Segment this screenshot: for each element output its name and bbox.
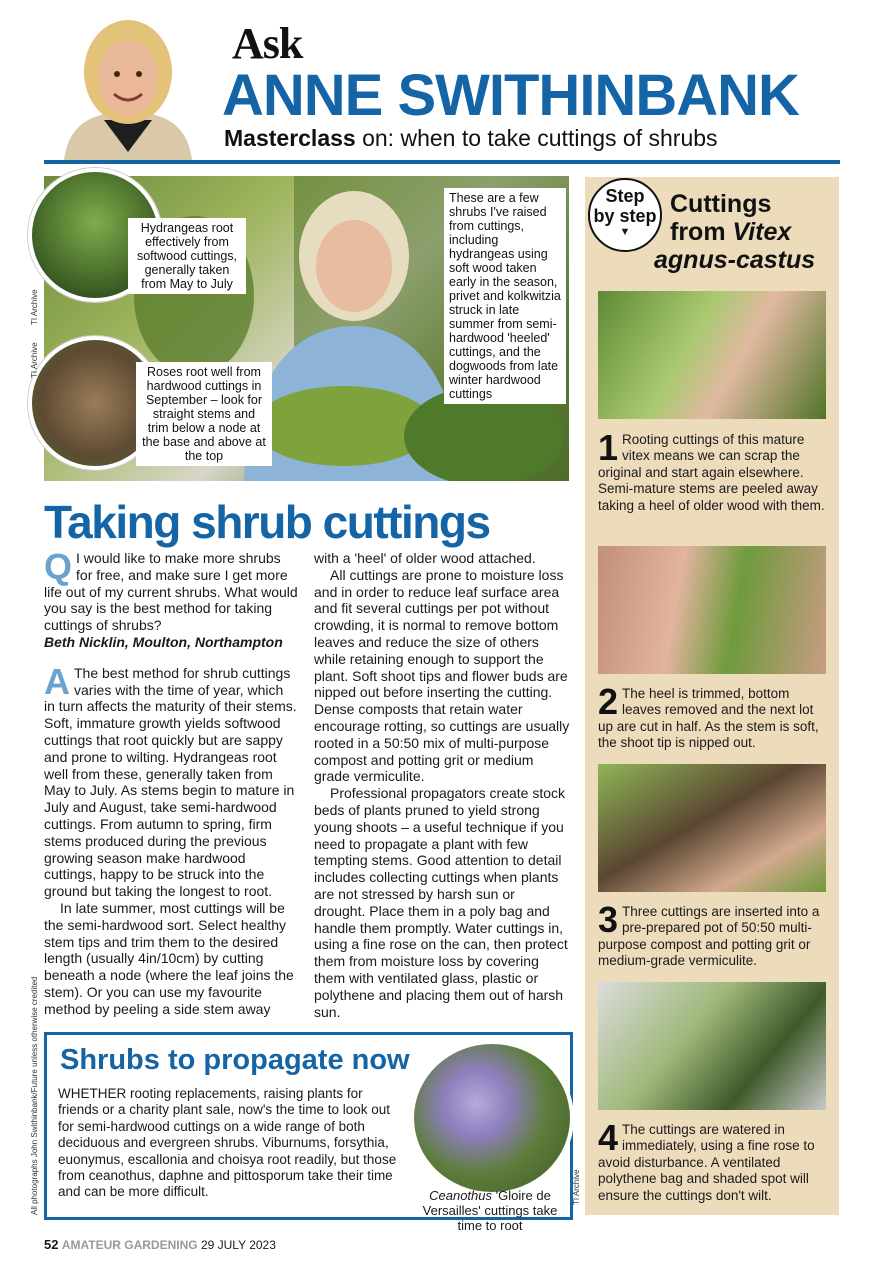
step-3-number: 3 xyxy=(598,899,619,940)
step-3-text: Three cuttings are inserted into a pre-prepared pot of 50:50 multi-purpose compost and potting grit or medium-grade vermiculite. xyxy=(598,904,820,969)
page-number: 52 xyxy=(44,1237,59,1252)
step-3 xyxy=(598,899,828,970)
ceanothus-caption xyxy=(420,1188,560,1233)
article-column-1 xyxy=(44,546,298,1018)
issue-date: 29 JULY 2023 xyxy=(200,1238,276,1252)
author-portrait xyxy=(44,12,212,160)
masterclass-subtitle xyxy=(224,125,718,152)
box-title: Shrubs to propagate now xyxy=(60,1044,410,1076)
step-2-photo xyxy=(598,546,826,674)
answer-p1-text: The best method for shrub cuttings varies with the time of year, which in turn affects the maturity of their stems. Soft, immature growth yields softwood cuttings that root quickly but are sappy and prone to wilting. Hydrangeas root well from these, generally taken from May to July. As stems begin to mature in July and August, take semi-hardwood cuttings. From autumn to spring, firm stems produced during the previous growing season make hardwood cuttings, happy to be struck into the ground but taking the longest to root. xyxy=(44,664,297,900)
masterclass-bold: Masterclass xyxy=(224,125,356,151)
header-rule xyxy=(44,160,840,164)
sidebar-title xyxy=(654,190,816,274)
magazine-name: AMATEUR GARDENING xyxy=(61,1238,198,1252)
article-headline: Taking shrub cuttings xyxy=(44,496,490,548)
ceanothus-caption-rest: 'Gloire de Versailles' cuttings take time to root xyxy=(422,1188,558,1233)
step-2 xyxy=(598,681,828,752)
page-footer xyxy=(44,1237,276,1252)
sidebar-title-species: agnus-castus xyxy=(654,246,816,274)
step-label-1: Step xyxy=(605,186,645,206)
step-4-photo xyxy=(598,982,826,1110)
step-label-2: by step xyxy=(593,206,657,226)
col2-p3: Professional propagators create stock beds of plants pruned to yield strong young shoots – a useful technique if you need to propagate a plant with few tempting stems. Good attention to detail includes collecting cuttings when plants are not stressed by harsh sun or drought. Place them in a poly bag and handle them promptly. Water cuttings in, using a fine rose on the can, then protect them from moisture loss by covering them with ventilated glass, plastic or polythene and placing them out of harsh sun. xyxy=(314,785,568,1020)
article-column-2 xyxy=(314,550,570,1020)
step-by-step-badge xyxy=(588,178,662,252)
question xyxy=(44,546,298,634)
reader-byline: Beth Nicklin, Moulton, Northampton xyxy=(44,633,283,650)
step-1-text: Rooting cuttings of this mature vitex means we can scrap the original and start again elsewhere. Semi-mature stems are peeled away taking a heel of older wood with them. xyxy=(598,432,825,513)
photo-credit-main: All photographs John Swithinbank/Future unless otherwise credited xyxy=(30,976,39,1215)
shrubs-caption: These are a few shrubs I've raised from cuttings, including hydrangeas using soft wood taken early in the season, privet and kolkwitzia struck in late summer from semi-hardwood 'heeled' cuttings, and the dogwoods from late winter hardwood cuttings xyxy=(444,188,566,404)
columnist-name: ANNE SWITHINBANK xyxy=(222,63,799,128)
box-text: WHETHER rooting replacements, raising plants for friends or a charity plant sale, now's the time to look out for semi-hardwood cuttings on a wide range of both deciduous and evergreen shrubs. Viburnums, forsythia, euonymus, escallonia and choisya root readily, but those from ceanothus, daphne and pittosporum take their time and can be more difficult. xyxy=(58,1086,397,1200)
ceanothus-italic: Ceanothus xyxy=(429,1188,493,1203)
ask-label: Ask xyxy=(232,19,303,68)
q-drop-cap: Q xyxy=(44,546,73,587)
photo-credit-a: TI Archive xyxy=(30,289,39,325)
answer-p2: In late summer, most cuttings will be the semi-hardwood sort. Select healthy stem tips and trim them to the desired length (usually 4in/10cm) by cutting beneath a node (where the leaf joins the stem). Or you can use my favourite method by peeling a side stem away xyxy=(44,899,294,1017)
step-4-text: The cuttings are watered in immediately, using a fine rose to avoid disturbance. A ventilated polythene bag and shaded spot will ensure the cuttings don't wilt. xyxy=(598,1122,815,1203)
question-text: I would like to make more shrubs for free, and make sure I get more life out of my current shrubs. What would you say is the best method for taking cuttings of shrubs? xyxy=(44,550,298,634)
step-4 xyxy=(598,1117,828,1204)
masterclass-topic: on: when to take cuttings of shrubs xyxy=(355,125,718,151)
step-3-photo xyxy=(598,764,826,892)
sidebar-title-vitex: Vitex xyxy=(732,218,792,246)
box-photo-credit: TI Archive xyxy=(572,1169,581,1205)
answer-p1 xyxy=(44,660,298,900)
step-4-number: 4 xyxy=(598,1117,619,1158)
col2-p2: All cuttings are prone to moisture loss and in order to reduce leaf surface area and fit several cuttings per pot without crowding, it is normal to remove bottom leaves and reduce the size of others while retaining enough to support the plant. Soft shoot tips and flower buds are nipped out before inserting the cutting. Dense composts that retain water encourage rotting, so cuttings are usually rooted in a 50:50 mix of multi-purpose compost and potting grit or medium grade vermiculite. xyxy=(314,566,570,785)
rose-caption: Roses root well from hardwood cuttings in September – look for straight stems and trim below a node at the base and above at the top xyxy=(136,362,272,466)
sidebar-title-from: from xyxy=(670,218,733,246)
hydrangea-caption: Hydrangeas root effectively from softwood cuttings, generally taken from May to July xyxy=(128,218,246,294)
step-1 xyxy=(598,427,828,514)
step-1-photo xyxy=(598,291,826,419)
col2-p1: with a 'heel' of older wood attached. xyxy=(314,550,536,566)
photo-credit-b: TI Archive xyxy=(30,342,39,378)
step-1-number: 1 xyxy=(598,427,619,468)
ceanothus-photo xyxy=(410,1040,574,1196)
down-arrow-icon: ▼ xyxy=(619,226,631,238)
step-2-number: 2 xyxy=(598,681,619,722)
step-2-text: The heel is trimmed, bottom leaves removed and the next lot up are cut in half. As the stem is soft, the shoot tip is nipped out. xyxy=(598,686,819,751)
a-drop-cap: A xyxy=(44,660,70,702)
sidebar-title-line1: Cuttings xyxy=(670,190,772,218)
